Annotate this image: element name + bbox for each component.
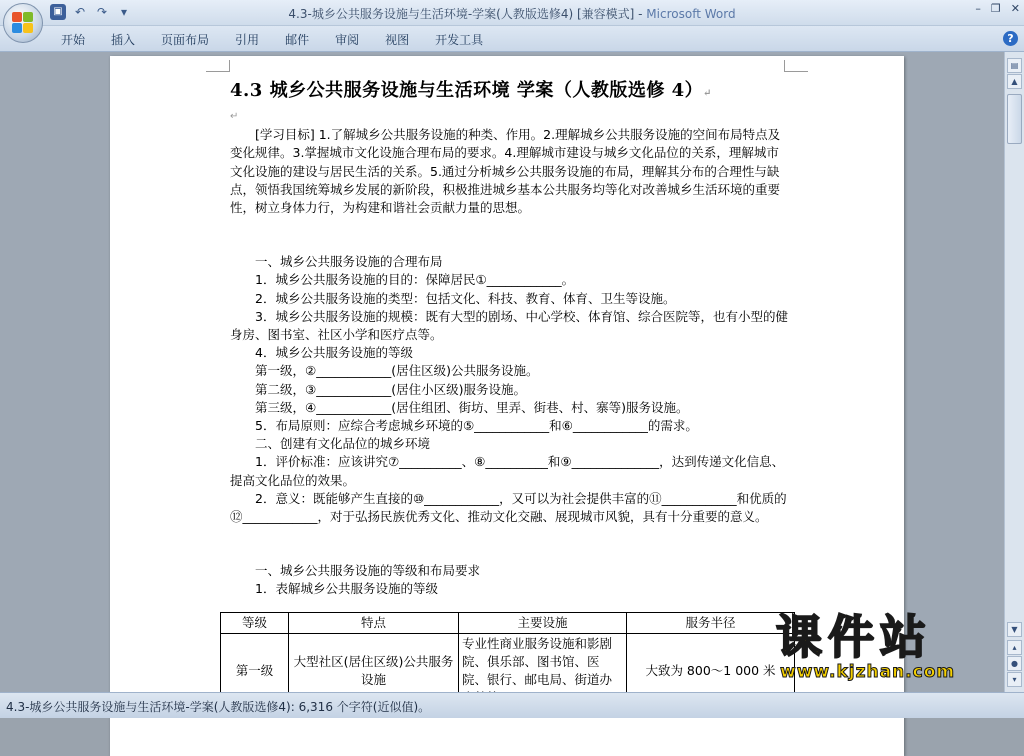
save-icon[interactable]: ▣ [50,4,66,20]
status-text: 4.3-城乡公共服务设施与生活环境-学案(人教版选修4): 6,316 个字符(近似值)。 [6,700,431,714]
tab-mailings[interactable]: 邮件 [285,33,310,47]
office-button[interactable] [3,3,43,43]
section-heading: 二、创建有文化品位的城乡环境 [255,436,431,452]
margin-corner-mark [206,60,230,72]
tab-view[interactable]: 视图 [385,33,410,47]
doc-line: 1．表解城乡公共服务设施的等级 [255,581,438,597]
doc-line: 第三级，④____________(居住组团、街坊、里弄、街巷、村、寨等)服务设施。 [255,399,689,415]
doc-line: 第二级，③____________(居住小区级)服务设施。 [255,381,526,397]
table-cell: 专业性商业服务设施和影剧院、俱乐部、图书馆、医院、银行、邮电局、街道办 [459,634,627,709]
document-workspace [0,52,1004,692]
table-header-row [221,613,795,634]
vertical-scrollbar[interactable] [1004,52,1024,692]
watermark-text: 课件站 [776,610,932,664]
watermark-url: www.kjzhan.com [780,662,956,682]
document-title: 4.3 城乡公共服务设施与生活环境 学案（人教版选修 4）↵ [230,80,713,101]
table-cell: 大型社区(居住区级)公共服务设施 [289,634,459,709]
section-heading: 一、城乡公共服务设施的等级和布局要求 [255,563,481,579]
previous-page-icon[interactable]: ▴ [1007,640,1022,655]
tab-developer[interactable]: 开发工具 [435,33,484,47]
table-cell: 大致为 800～1 000 米 [627,634,795,709]
tab-insert[interactable]: 插入 [111,33,136,47]
ribbon [0,26,1024,52]
undo-icon[interactable]: ↶ [74,5,86,19]
scroll-up-icon[interactable]: ▲ [1007,74,1022,89]
table-header-cell: 等级 [221,613,289,634]
minimize-button[interactable]: – [975,2,981,15]
tab-references[interactable]: 引用 [235,33,260,47]
margin-corner-mark [784,60,808,72]
table-header-cell: 服务半径 [627,613,795,634]
doc-line: 1．城乡公共服务设施的目的：保障居民①____________。 [255,272,575,288]
help-icon[interactable]: ? [1003,31,1018,46]
title-bar [0,0,1024,26]
learning-objectives: [学习目标] 1.了解城乡公共服务设施的种类、作用。2.理解城乡公共服务设施的空间布局特点及变化规律。3.掌握城市文化设施合理布局的要求。4.理解城市建设与城乡文化品位的关系，理解城市文化设施的建设与居民生活的关系。5.通过分析城乡公共服务设施的布局，理解其分布的合理性与缺点，领悟我国统筹城乡发展的新阶段，积极推进城乡基本公共服务均等化对改善城乡生活环境的重要性，树立身体力行，为构建和谐社会贡献力量的思想。 [230,127,781,216]
browse-object-icon[interactable]: ● [1007,656,1022,671]
doc-line: 5．布局原则：应综合考虑城乡环境的⑤____________和⑥____________的需求。 [255,418,698,434]
table-header-cell: 主要设施 [459,613,627,634]
tab-page-layout[interactable]: 页面布局 [161,33,210,47]
app-name: Microsoft Word [646,7,736,21]
scroll-thumb[interactable] [1007,94,1022,144]
ribbon-tabs [48,31,496,49]
restore-button[interactable]: ❐ [990,2,1001,15]
window-title: 4.3-城乡公共服务设施与生活环境-学案(人教版选修4) [兼容模式] - Microsoft Word [288,7,736,21]
table-cell: 第一级 [221,634,289,709]
document-body[interactable]: 4.3 城乡公共服务设施与生活环境 学案（人教版选修 4）↵ ↵ [学习目标] 1.了解城乡公共服务设施的种类、作用。2.理解城乡公共服务设施的空间布局特点及变化规律。3.掌握城市文化设施合理布局的要求。4.理解城市建设与城乡文化品位的关系，理解城市文化设施的建设与居民生活的关系。5.通过分析城乡公共服务设施的布局，理解其分布的合理性与缺点，领悟我国统筹城乡发展的新阶段，积极推进城乡基本公共服务均等化对改善城乡生活环境的重要性，树立身体力行，为构建和谐社会贡献力量的思想。 一、城乡公共服务设施的合理布局 1．城乡公共服务设施的目的：保障居民①____________。 2．城乡公共服务设施的类型：包括文化、科技、教育、体育、卫生等设施。 3．城乡公共服务设施的规模：既有大型的剧场、中心学校、体育馆、综合医院等，也有小型的健身房、图书室、社区小学和医疗点等。 4．城乡公共服务设施的等级 第一级，②____________(居住区级)公共服务设施。 第二级，③____________(居住小区级)服务设施。 第三级，④____________(居住组团、街坊、里弄、街巷、村、寨等)服务设施。 5．布局原则：应综合考虑城乡环境的⑤____________和⑥____________的需求。 二、创建有文化品位的城乡环境 1．评价标准：应该讲究⑦__________、⑧__________和⑨______________，达到传递文化信息、提高文化品位的效果。 2．意义：既能够产生直接的⑩____________，又可以为社会提供丰富的⑪____________和优质的⑫____________，对于弘扬民族优秀文化、推动文化交融、展现城市风貌，具有十分重要的意义。 一、城乡公共服务设施的等级和布局要求 1．表解城乡公共服务设施的等级 [230,76,790,599]
doc-line: 2．意义：既能够产生直接的⑩____________，又可以为社会提供丰富的⑪____________和优质的⑫____________，对于弘扬民族优秀文化、推动文化交融、展现城市风貌，具有十分重要的意义。 [230,490,787,525]
doc-line: 2．城乡公共服务设施的类型：包括文化、科技、教育、体育、卫生等设施。 [255,290,676,306]
redo-icon[interactable]: ↷ [96,5,108,19]
doc-line: 4．城乡公共服务设施的等级 [255,345,413,361]
window-controls [975,2,1020,15]
section-heading: 一、城乡公共服务设施的合理布局 [255,254,443,270]
scroll-down-icon[interactable]: ▼ [1007,622,1022,637]
doc-line: 1．评价标准：应该讲究⑦__________、⑧__________和⑨______________，达到传递文化信息、提高文化品位的效果。 [230,454,785,488]
next-page-icon[interactable]: ▾ [1007,672,1022,687]
watermark-logo [776,612,1006,692]
close-button[interactable]: ✕ [1010,2,1020,15]
ruler-toggle-icon[interactable]: ▤ [1007,58,1022,73]
tab-home[interactable]: 开始 [61,33,86,47]
doc-line: 3．城乡公共服务设施的规模：既有大型的剧场、中心学校、体育馆、综合医院等，也有小型的健身房、图书室、社区小学和医疗点等。 [230,308,788,343]
tab-review[interactable]: 审阅 [335,33,360,47]
status-bar [0,692,1024,718]
doc-line: 第一级，②____________(居住区级)公共服务设施。 [255,363,539,379]
office-logo-icon [12,12,34,34]
table-header-cell: 特点 [289,613,459,634]
customize-qat-icon[interactable]: ▾ [120,5,128,19]
